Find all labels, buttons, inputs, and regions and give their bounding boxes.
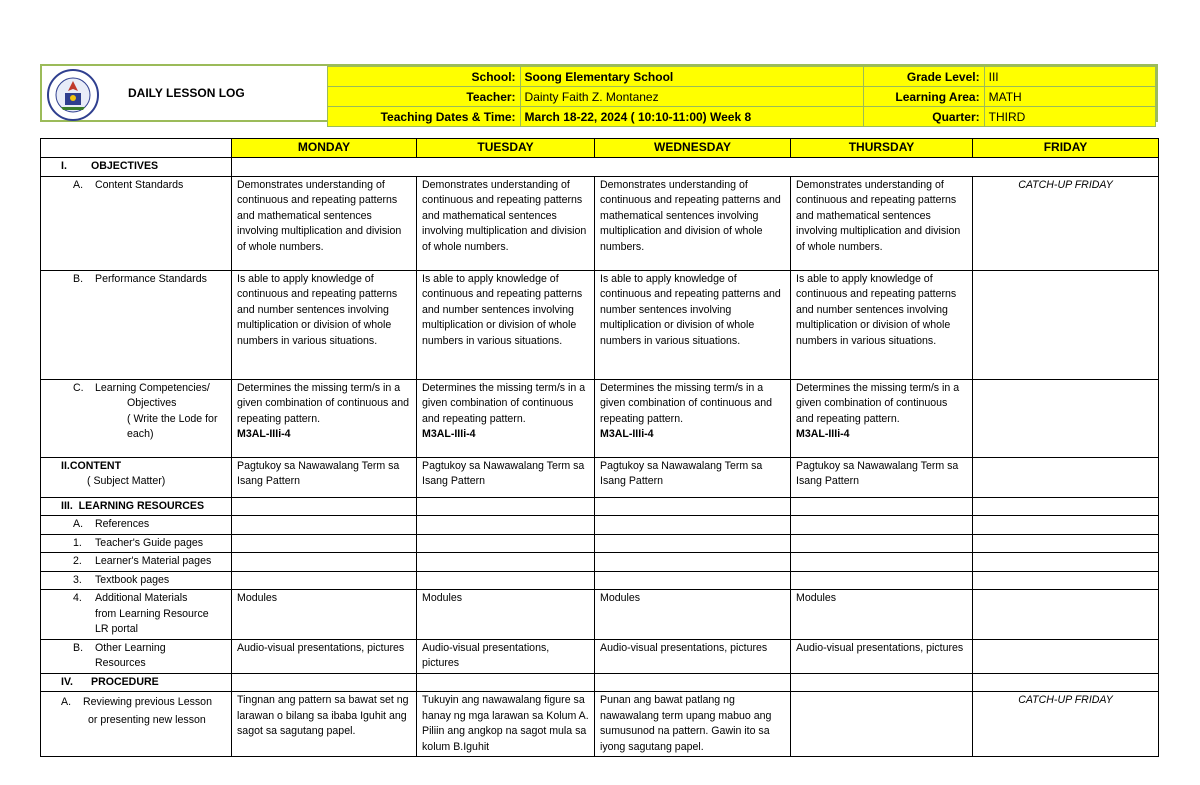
objectives-label: I. OBJECTIVES: [41, 158, 232, 177]
content-row: [41, 457, 1159, 497]
textbook-friday: [973, 571, 1159, 590]
performance-standards-thursday: Is able to apply knowledge of continuous and repeating patterns and number sentences involving multiplication or division of whole numbers in various situations.: [791, 270, 973, 379]
learning-area-label: Learning Area:: [864, 87, 984, 107]
references-tuesday: [417, 516, 595, 535]
resources-friday: [973, 497, 1159, 516]
competencies-label: C. Learning Competencies/ Objectives ( Write the Lode for each): [41, 379, 232, 457]
content-label: II.CONTENT ( Subject Matter): [41, 457, 232, 497]
day-friday: FRIDAY: [973, 139, 1159, 158]
reviewing-friday: CATCH-UP FRIDAY: [973, 692, 1159, 757]
header-info-table: [327, 66, 1156, 127]
resources-thursday: [791, 497, 973, 516]
procedure-thursday: [791, 673, 973, 692]
procedure-friday: [973, 673, 1159, 692]
content-standards-label: A. Content Standards: [41, 176, 232, 270]
other-resources-label: B. Other Learning Resources: [41, 639, 232, 673]
performance-standards-monday: Is able to apply knowledge of continuous and repeating patterns and number sentences involving multiplication or division of whole numbers in various situations.: [232, 270, 417, 379]
quarter-value: THIRD: [984, 107, 1155, 127]
day-monday: MONDAY: [232, 139, 417, 158]
performance-standards-wednesday: Is able to apply knowledge of continuous and repeating patterns and number sentences involving multiplication or division of whole numbers in various situations.: [595, 270, 791, 379]
other-tuesday: Audio-visual presentations, pictures: [417, 639, 595, 673]
learners-material-label: 2. Learner's Material pages: [41, 553, 232, 572]
teacher-value: Dainty Faith Z. Montanez: [520, 87, 864, 107]
textbook-row: [41, 571, 1159, 590]
school-label: School:: [328, 67, 521, 87]
content-standards-row: [41, 176, 1159, 270]
performance-standards-label: B. Performance Standards: [41, 270, 232, 379]
additional-materials-label: 4. Additional Materials from Learning Resource LR portal: [41, 590, 232, 640]
grade-level-label: Grade Level:: [864, 67, 984, 87]
tg-thursday: [791, 534, 973, 553]
objectives-row: [41, 158, 1159, 177]
grade-level-value: III: [984, 67, 1155, 87]
reviewing-monday: Tingnan ang pattern sa bawat set ng larawan o bilang sa ibaba Iguhit ang sagot sa sagutang papel.: [232, 692, 417, 757]
performance-standards-row: [41, 270, 1159, 379]
lesson-log-table: [40, 138, 1159, 757]
learners-material-row: [41, 553, 1159, 572]
reviewing-row: [41, 692, 1159, 757]
reviewing-tuesday: Tukuyin ang nawawalang figure sa hanay ng mga larawan sa Kolum A. Piliin ang angkop na sagot mula sa kolum B.Iguhit: [417, 692, 595, 757]
teachers-guide-row: [41, 534, 1159, 553]
textbook-monday: [232, 571, 417, 590]
day-thursday: THURSDAY: [791, 139, 973, 158]
tg-wednesday: [595, 534, 791, 553]
day-header-row: [41, 139, 1159, 158]
textbook-label: 3. Textbook pages: [41, 571, 232, 590]
additional-materials-row: [41, 590, 1159, 640]
content-tuesday: Pagtukoy sa Nawawalang Term sa Isang Pattern: [417, 457, 595, 497]
lm-wednesday: [595, 553, 791, 572]
header-block: [40, 64, 1158, 122]
day-wednesday: WEDNESDAY: [595, 139, 791, 158]
school-value: Soong Elementary School: [520, 67, 864, 87]
content-monday: Pagtukoy sa Nawawalang Term sa Isang Pattern: [232, 457, 417, 497]
resources-tuesday: [417, 497, 595, 516]
resources-wednesday: [595, 497, 791, 516]
learning-resources-label: III. LEARNING RESOURCES: [41, 497, 232, 516]
content-standards-thursday: Demonstrates understanding of continuous and repeating patterns and mathematical sentences involving multiplication and division of whole numbers.: [791, 176, 973, 270]
competencies-friday: [973, 379, 1159, 457]
procedure-row: [41, 673, 1159, 692]
competencies-monday: Determines the missing term/s in a given combination of continuous and repeating pattern. M3AL-IIIi-4: [232, 379, 417, 457]
competencies-tuesday: Determines the missing term/s in a given combination of continuous and repeating pattern. M3AL-IIIi-4: [417, 379, 595, 457]
procedure-label: IV. PROCEDURE: [41, 673, 232, 692]
teaching-dates-value: March 18-22, 2024 ( 10:10-11:00) Week 8: [520, 107, 864, 127]
content-thursday: Pagtukoy sa Nawawalang Term sa Isang Pattern: [791, 457, 973, 497]
content-wednesday: Pagtukoy sa Nawawalang Term sa Isang Pattern: [595, 457, 791, 497]
reviewing-label: A. Reviewing previous Lesson or presenting new lesson: [41, 692, 232, 757]
other-monday: Audio-visual presentations, pictures: [232, 639, 417, 673]
lm-monday: [232, 553, 417, 572]
procedure-wednesday: [595, 673, 791, 692]
competencies-wednesday: Determines the missing term/s in a given combination of continuous and repeating pattern. M3AL-IIIi-4: [595, 379, 791, 457]
textbook-tuesday: [417, 571, 595, 590]
objectives-blank: [232, 158, 1159, 177]
lm-tuesday: [417, 553, 595, 572]
day-tuesday: TUESDAY: [417, 139, 595, 158]
content-standards-monday: Demonstrates understanding of continuous and repeating patterns and mathematical sentences involving multiplication and division of whole numbers.: [232, 176, 417, 270]
blank-header-cell: [41, 139, 232, 158]
quarter-label: Quarter:: [864, 107, 984, 127]
references-wednesday: [595, 516, 791, 535]
deped-seal-icon: [47, 69, 99, 121]
references-label: A. References: [41, 516, 232, 535]
tg-friday: [973, 534, 1159, 553]
additional-thursday: Modules: [791, 590, 973, 640]
references-thursday: [791, 516, 973, 535]
content-standards-wednesday: Demonstrates understanding of continuous and repeating patterns and mathematical sentences involving multiplication and division of whole numbers.: [595, 176, 791, 270]
teaching-dates-label: Teaching Dates & Time:: [328, 107, 521, 127]
additional-tuesday: Modules: [417, 590, 595, 640]
content-standards-tuesday: Demonstrates understanding of continuous and repeating patterns and mathematical sentences involving multiplication and division of whole numbers.: [417, 176, 595, 270]
references-row: [41, 516, 1159, 535]
additional-friday: [973, 590, 1159, 640]
resources-monday: [232, 497, 417, 516]
tg-monday: [232, 534, 417, 553]
performance-standards-tuesday: Is able to apply knowledge of continuous and repeating patterns and number sentences involving multiplication or division of whole numbers in various situations.: [417, 270, 595, 379]
reviewing-wednesday: Punan ang bawat patlang ng nawawalang term upang mabuo ang sumusunod na pattern. Gawin ito sa iyong sagutang papel.: [595, 692, 791, 757]
learning-resources-row: [41, 497, 1159, 516]
other-thursday: Audio-visual presentations, pictures: [791, 639, 973, 673]
procedure-tuesday: [417, 673, 595, 692]
additional-wednesday: Modules: [595, 590, 791, 640]
teacher-label: Teacher:: [328, 87, 521, 107]
learning-area-value: MATH: [984, 87, 1155, 107]
references-friday: [973, 516, 1159, 535]
references-monday: [232, 516, 417, 535]
content-friday: [973, 457, 1159, 497]
lm-thursday: [791, 553, 973, 572]
content-standards-friday: CATCH-UP FRIDAY: [973, 176, 1159, 270]
teachers-guide-label: 1. Teacher's Guide pages: [41, 534, 232, 553]
other-friday: [973, 639, 1159, 673]
textbook-thursday: [791, 571, 973, 590]
textbook-wednesday: [595, 571, 791, 590]
tg-tuesday: [417, 534, 595, 553]
lm-friday: [973, 553, 1159, 572]
log-title: DAILY LESSON LOG: [128, 86, 245, 100]
performance-standards-friday: [973, 270, 1159, 379]
other-resources-row: [41, 639, 1159, 673]
additional-monday: Modules: [232, 590, 417, 640]
competencies-thursday: Determines the missing term/s in a given combination of continuous and repeating pattern. M3AL-IIIi-4: [791, 379, 973, 457]
reviewing-thursday: [791, 692, 973, 757]
procedure-monday: [232, 673, 417, 692]
competencies-row: [41, 379, 1159, 457]
other-wednesday: Audio-visual presentations, pictures: [595, 639, 791, 673]
